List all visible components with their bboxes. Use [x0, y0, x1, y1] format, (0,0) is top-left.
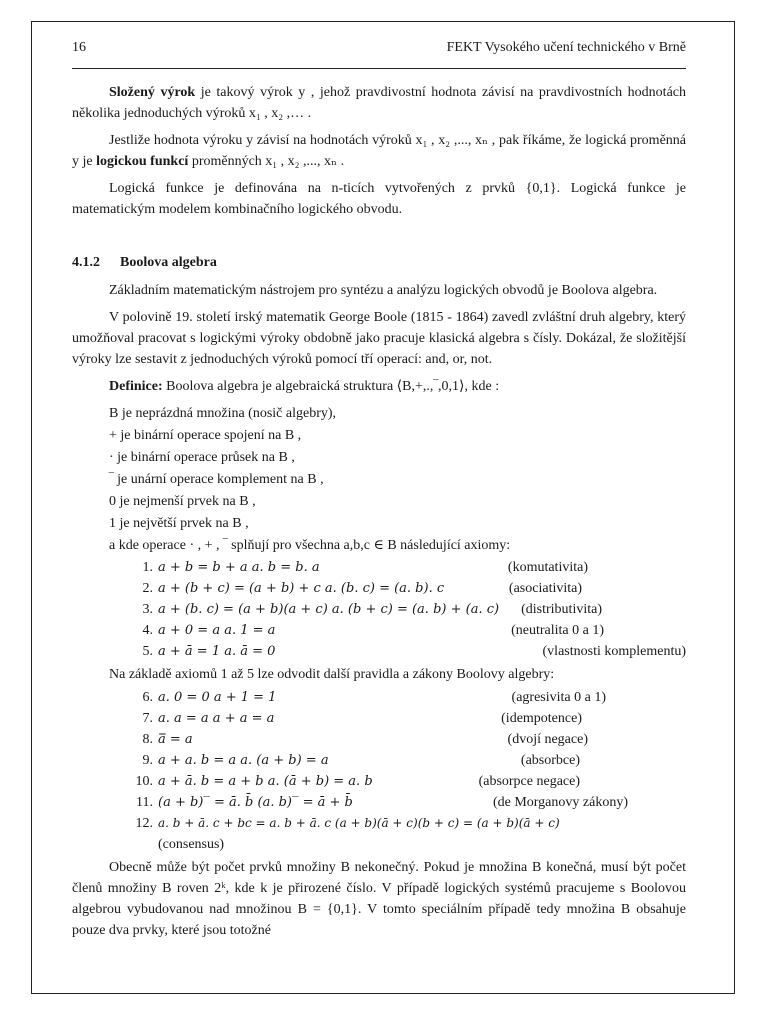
page-header: [72, 40, 686, 64]
paragraph-definition: Definice: Boolova algebra je algebraická struktura ⟨B,+,.,‾,0,1⟩, kde :: [109, 379, 500, 394]
paragraph-logical-function-def: Logická funkce je definována na n-ticích vytvořených z prvků {0,1}. Logická funkce je matematickým modelem kombinačního logického obvodu.: [72, 181, 686, 217]
rule-row: 7. a. a = a a + a = a (idempotence): [142, 711, 582, 726]
rule-row: 6. a. 0 = 0 a + 1 = 1 (agresivita 0 a 1): [142, 690, 606, 705]
definition-item: B je neprázdná množina (nosič algebry),: [109, 406, 337, 421]
term-compound-statement: Složený výrok: [109, 85, 196, 100]
axiom-list: [72, 557, 686, 662]
rule-row: 12. a. b + ā. c + bc = a. b + ā. c (a + b)(ā + c)(b + c) = (a + b)(ā + c): [135, 816, 560, 831]
definition-label: Definice:: [109, 379, 163, 394]
rule-row: 10. a + ā. b = a + b a. (ā + b) = a. b (absorpce negace): [135, 774, 580, 789]
term-logical-function: logickou funkcí: [96, 154, 189, 169]
paragraph-compound-statement: Složený výrok je takový výrok y , jehož pravdivostní hodnota závisí na pravdivostních hodnotách několika jednoduchých výroků x₁ , x₂ ,… .: [72, 85, 687, 121]
axiom-row: 3. a + (b. c) = (a + b)(a + c) a. (b + c) = (a. b) + (a. c) (distributivita): [142, 602, 602, 617]
rule-row: 11. (a + b)‾ = ā. b̄ (a. b)‾ = ā + b̄ (de Morganovy zákony): [136, 795, 628, 810]
axiom-row: 5. a + ā = 1 a. ā = 0 (vlastnosti komplementu): [142, 644, 686, 659]
paragraph-boolean-intro: Základním matematickým nástrojem pro syntézu a analýzu logických obvodů je Boolova algebra.: [109, 283, 658, 298]
header-rule: [72, 68, 686, 69]
definition-item: 1 je největší prvek na B ,: [109, 516, 249, 531]
axiom-row: 4. a + 0 = a a. 1 = a (neutralita 0 a 1): [142, 623, 604, 638]
paragraph-logical-function: Jestliže hodnota výroku y závisí na hodnotách výroků x₁ , x₂ ,..., xₙ , pak říkáme, že logická proměnná y je logickou funkcí proměnných x₁ , x₂ ,..., xₙ .: [72, 133, 686, 169]
axiom-row: 2. a + (b + c) = (a + b) + c a. (b. c) = (a. b). c (asociativita): [142, 581, 582, 596]
rule-row: 9. a + a. b = a a. (a + b) = a (absorbce): [142, 753, 580, 768]
rule-row: 8. a̿ = a (dvojí negace): [142, 732, 588, 747]
page-content: [72, 82, 686, 947]
paragraph-boole-history: V polovině 19. století irský matematik George Boole (1815 - 1864) zavedl zvláštní druh algebry, který umožňoval pracovat s logickými výroky obdobně jako pracuje klasická algebra s čísly. Dokázal, že složitější výroky lze sestavit z jednoduchých výroků pomocí tří operací: and, or, not.: [72, 310, 686, 367]
definition-item: 0 je nejmenší prvek na B ,: [109, 494, 256, 509]
definition-item: a kde operace · , + , ‾ splňují pro všechna a,b,c ∈ B následující axiomy:: [109, 538, 511, 553]
paragraph-derived-rules: Na základě axiomů 1 až 5 lze odvodit další pravidla a zákony Boolovy algebry:: [109, 667, 555, 682]
paragraph-closing: Obecně může být počet prvků množiny B nekonečný. Pokud je množina B konečná, musí být počet členů množiny B roven 2ᵏ, kde k je přirozené číslo. V případě logických systémů pracujeme s Boolovou algebrou vybudovanou nad množinou B = {0,1}. V tomto speciálním případě tedy množina B obsahuje pouze dva prvky, které jsou totožné: [72, 860, 686, 938]
definition-item: · je binární operace průsek na B ,: [109, 450, 295, 465]
rule-list: [72, 687, 686, 855]
page-number: 16: [72, 40, 86, 55]
definition-item: ‾ je unární operace komplement na B ,: [109, 472, 324, 487]
definition-item: + je binární operace spojení na B ,: [109, 428, 302, 443]
definition-list: [72, 403, 686, 557]
section-heading: 4.1.2 Boolova algebra: [72, 255, 217, 270]
consensus-row: (consensus): [158, 837, 225, 852]
axiom-row: 1. a + b = b + a a. b = b. a (komutativita): [142, 560, 588, 575]
header-title: FEKT Vysokého učení technického v Brně: [446, 40, 686, 55]
